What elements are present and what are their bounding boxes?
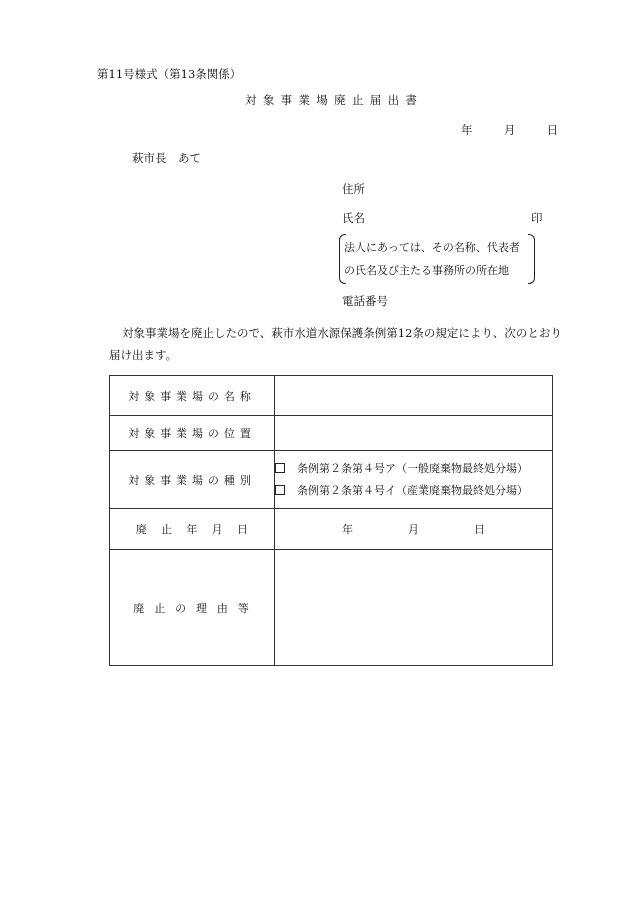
type-option-general-label: 条例第２条第４号ア（一般廃棄物最終処分場） [297, 461, 528, 475]
header-day-label: 日 [546, 123, 559, 137]
page-title: 対象事業場廃止届出書 [245, 93, 424, 107]
seal-label: 印 [531, 211, 543, 225]
corporation-note-line1: 法人にあっては、その名称、代表者 [344, 241, 520, 254]
abolition-year-label: 年 [342, 523, 353, 536]
header-date [461, 122, 558, 138]
facility-name-field[interactable] [275, 376, 553, 416]
header-year-label: 年 [461, 123, 473, 137]
body-text-line2: 届け出ます。 [109, 348, 178, 362]
table-row [110, 509, 553, 550]
facility-type-label: 対象事業場の種別 [110, 451, 275, 509]
corporation-note [339, 234, 535, 284]
abolition-month-label: 月 [408, 523, 419, 536]
abolition-reason-label: 廃止の理由等 [110, 550, 275, 666]
abolition-date-field[interactable] [275, 509, 553, 550]
facility-location-field[interactable] [275, 416, 553, 451]
corporation-note-line2: の氏名及び主たる事務所の所在地 [344, 264, 509, 277]
header-month-label: 月 [503, 123, 516, 137]
abolition-day-label: 日 [474, 523, 485, 536]
checkbox-icon[interactable] [275, 485, 285, 495]
facility-location-label: 対象事業場の位置 [110, 416, 275, 451]
type-option-general[interactable] [275, 458, 552, 480]
form-number: 第11号様式（第13条関係） [97, 67, 242, 81]
addressee: 萩市長 あて [132, 151, 201, 165]
body-text-line1: 対象事業場を廃止したので、萩市水道水源保護条例第12条の規定により、次のとおり [122, 326, 562, 340]
right-bracket [528, 234, 535, 284]
abolition-date-label: 廃止年月日 [110, 509, 275, 550]
form-table [109, 375, 553, 666]
facility-name-label: 対象事業場の名称 [110, 376, 275, 416]
type-option-industrial[interactable] [275, 480, 552, 502]
address-label: 住所 [342, 182, 365, 196]
type-option-industrial-label: 条例第２条第４号イ（産業廃棄物最終処分場） [297, 483, 528, 497]
name-label: 氏名 [342, 211, 365, 225]
abolition-reason-field[interactable] [275, 550, 553, 666]
phone-label: 電話番号 [342, 294, 388, 308]
table-row [110, 376, 553, 416]
table-row [110, 550, 553, 666]
table-row [110, 451, 553, 509]
checkbox-icon[interactable] [275, 463, 285, 473]
facility-type-options [275, 451, 553, 509]
table-row [110, 416, 553, 451]
